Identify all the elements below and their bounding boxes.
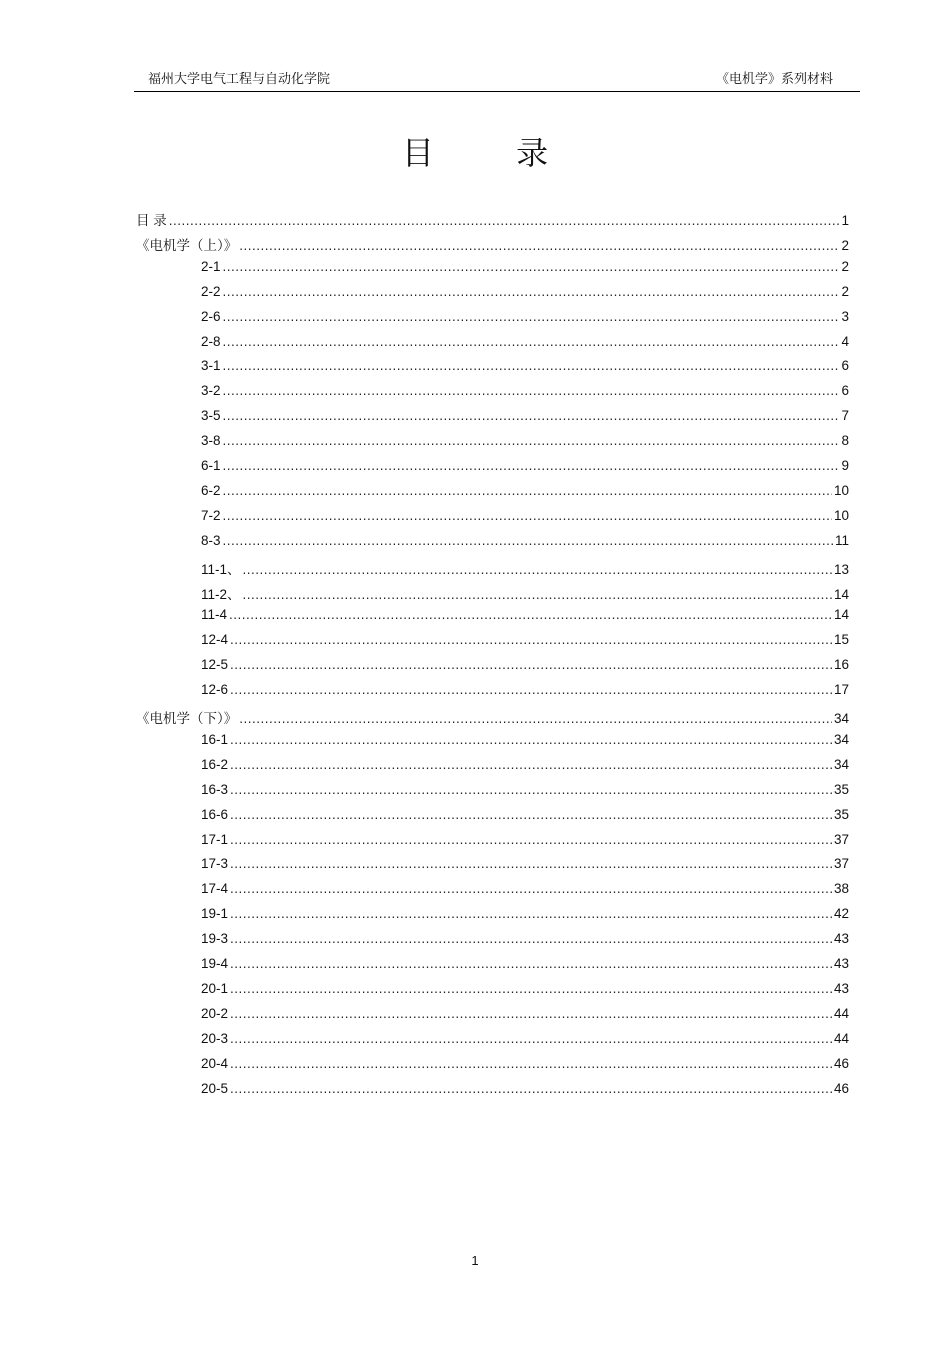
- toc-entry[interactable]: [201, 558, 849, 576]
- toc-entry-page: 43: [833, 956, 849, 971]
- toc-entry-page: 34: [833, 711, 849, 726]
- toc-entry[interactable]: [136, 209, 849, 227]
- toc-entry[interactable]: [201, 533, 849, 551]
- toc-entry-label: 6-2: [201, 482, 221, 498]
- toc-entry[interactable]: [201, 807, 849, 825]
- toc-dot-leader: [230, 906, 832, 921]
- toc-entry[interactable]: [201, 358, 849, 376]
- toc-dot-leader: [239, 238, 839, 253]
- toc-entry-label: 19-4: [201, 956, 229, 971]
- toc-dot-leader: [223, 309, 840, 324]
- toc-entry[interactable]: [201, 931, 849, 949]
- toc-entry[interactable]: [201, 607, 849, 625]
- toc-entry-page: 13: [833, 561, 849, 577]
- toc-entry-page: 34: [833, 756, 849, 772]
- toc-entry[interactable]: [201, 334, 849, 352]
- toc-entry-page: 1: [841, 213, 849, 228]
- toc-entry[interactable]: [201, 259, 849, 277]
- toc-entry-page: 10: [833, 507, 849, 523]
- toc-dot-leader: [223, 358, 840, 373]
- toc-entry-page: 42: [833, 906, 849, 922]
- toc-entry-label: 《电机学（下）》: [136, 711, 238, 726]
- toc-dot-leader: [223, 508, 832, 523]
- toc-dot-leader: [243, 562, 832, 577]
- toc-entry-label: 目 录: [136, 213, 167, 228]
- toc-dot-leader: [223, 383, 840, 398]
- toc-entry[interactable]: [201, 583, 849, 601]
- toc-entry[interactable]: [201, 632, 849, 650]
- toc-entry-label: 6-1: [201, 458, 221, 473]
- toc-dot-leader: [230, 1081, 832, 1096]
- toc-dot-leader: [230, 732, 832, 747]
- toc-entry-page: 14: [833, 607, 849, 623]
- toc-entry-page: 35: [833, 806, 849, 822]
- toc-dot-leader: [230, 632, 832, 647]
- header-left-text: 福州大学电气工程与自动化学院: [148, 72, 331, 87]
- toc-entry-label: 3-2: [201, 383, 221, 399]
- toc-entry-page: 43: [833, 931, 849, 947]
- toc-entry-label: 20-4: [201, 1055, 229, 1071]
- toc-entry-label: 16-3: [201, 781, 229, 797]
- toc-entry[interactable]: [201, 657, 849, 675]
- toc-entry-label: 12-4: [201, 632, 229, 648]
- toc-dot-leader: [230, 981, 832, 996]
- toc-entry-page: 2: [841, 237, 849, 253]
- toc-entry-label: 11-2、: [201, 586, 241, 602]
- toc-entry[interactable]: [201, 956, 849, 974]
- toc-entry-label: 16-1: [201, 731, 229, 747]
- toc-entry-page: 2: [841, 258, 849, 274]
- toc-dot-leader: [223, 334, 840, 349]
- toc-entry[interactable]: [201, 856, 849, 874]
- toc-entry-page: 38: [833, 881, 849, 897]
- header-right-text: 《电机学》系列材料: [715, 72, 833, 87]
- toc-entry-page: 10: [833, 482, 849, 498]
- toc-entry-label: 2-2: [201, 283, 221, 299]
- toc-entry[interactable]: [201, 757, 849, 775]
- toc-dot-leader: [229, 607, 832, 622]
- toc-dot-leader: [230, 807, 832, 822]
- toc-entry[interactable]: [201, 1056, 849, 1074]
- toc-entry-page: 43: [833, 980, 849, 996]
- toc-entry[interactable]: [201, 1031, 849, 1049]
- toc-dot-leader: [230, 782, 832, 797]
- header-divider: [134, 91, 860, 92]
- toc-entry-page: 15: [833, 632, 849, 648]
- toc-entry-label: 19-3: [201, 931, 229, 947]
- toc-entry-label: 17-1: [201, 831, 229, 847]
- toc-dot-leader: [239, 711, 832, 726]
- toc-entry-page: 46: [833, 1055, 849, 1071]
- toc-dot-leader: [230, 881, 832, 896]
- toc-dot-leader: [230, 682, 832, 697]
- toc-dot-leader: [230, 1056, 832, 1071]
- toc-entry-label: 20-5: [201, 1080, 229, 1096]
- toc-entry-page: 16: [833, 657, 849, 673]
- toc-entry-page: 37: [833, 831, 849, 847]
- toc-dot-leader: [223, 458, 840, 473]
- toc-entry[interactable]: [201, 682, 849, 700]
- toc-entry[interactable]: [201, 782, 849, 800]
- toc-entry[interactable]: [201, 981, 849, 999]
- toc-entry-label: 3-5: [201, 408, 221, 424]
- toc-entry-label: 2-6: [201, 308, 221, 324]
- toc-dot-leader: [230, 757, 832, 772]
- toc-entry-page: 2: [841, 283, 849, 299]
- toc-entry-label: 12-6: [201, 682, 229, 698]
- toc-dot-leader: [223, 533, 833, 548]
- toc-entry[interactable]: [201, 284, 849, 302]
- toc-entry-page: 7: [841, 408, 849, 424]
- toc-entry[interactable]: [136, 707, 849, 725]
- toc-dot-leader: [230, 832, 832, 847]
- toc-entry-page: 8: [841, 433, 849, 449]
- toc-dot-leader: [223, 433, 840, 448]
- toc-entry-label: 17-3: [201, 856, 229, 872]
- toc-entry-page: 11: [834, 532, 849, 548]
- toc-entry-label: 19-1: [201, 906, 229, 922]
- toc-entry-page: 17: [833, 682, 849, 698]
- toc-entry[interactable]: [201, 881, 849, 899]
- toc-entry-label: 3-1: [201, 358, 221, 374]
- toc-entry-page: 6: [841, 358, 849, 374]
- toc-entry-label: 20-3: [201, 1030, 229, 1046]
- toc-entry-label: 17-4: [201, 881, 229, 897]
- toc-dot-leader: [230, 956, 832, 971]
- toc-entry-page: 44: [833, 1005, 849, 1021]
- toc-entry[interactable]: [201, 732, 849, 750]
- toc-entry[interactable]: [201, 408, 849, 426]
- page-number: 1: [471, 1253, 479, 1268]
- toc-dot-leader: [223, 483, 832, 498]
- toc-entry[interactable]: [201, 832, 849, 850]
- toc-entry-page: 44: [833, 1030, 849, 1046]
- toc-entry[interactable]: [201, 508, 849, 526]
- toc-entry[interactable]: [201, 1081, 849, 1099]
- toc-dot-leader: [243, 587, 832, 602]
- toc-entry-page: 35: [833, 781, 849, 797]
- page-title: 目 录: [401, 134, 585, 172]
- toc-entry-label: 20-2: [201, 1005, 229, 1021]
- toc-entry-page: 34: [833, 731, 849, 747]
- toc-entry-label: 7-2: [201, 507, 221, 523]
- toc-dot-leader: [230, 931, 832, 946]
- toc-entry-label: 8-3: [201, 532, 221, 548]
- toc-dot-leader: [223, 284, 840, 299]
- toc-entry-label: 12-5: [201, 657, 229, 673]
- toc-entry-label: 20-1: [201, 980, 229, 996]
- toc-entry-page: 3: [841, 308, 849, 324]
- toc-entry-page: 46: [833, 1080, 849, 1096]
- toc-entry[interactable]: [201, 383, 849, 401]
- toc-dot-leader: [169, 213, 840, 228]
- toc-entry[interactable]: [201, 483, 849, 501]
- toc-dot-leader: [230, 657, 832, 672]
- toc-entry-label: 11-1、: [201, 561, 241, 577]
- toc-entry-label: 2-8: [201, 333, 221, 349]
- toc-entry-label: 11-4: [201, 607, 228, 623]
- toc-entry-label: 3-8: [201, 433, 221, 449]
- toc-entry-page: 9: [841, 458, 849, 473]
- toc-entry-label: 16-6: [201, 806, 229, 822]
- toc-entry-page: 4: [841, 333, 849, 349]
- toc-entry[interactable]: [201, 458, 849, 476]
- toc-entry-page: 37: [833, 856, 849, 872]
- toc-entry-label: 2-1: [201, 258, 221, 274]
- toc-entry[interactable]: [136, 234, 849, 252]
- toc-entry[interactable]: [201, 906, 849, 924]
- toc-dot-leader: [230, 856, 832, 871]
- toc-dot-leader: [230, 1006, 832, 1021]
- toc-entry[interactable]: [201, 433, 849, 451]
- toc-entry-page: 6: [841, 383, 849, 399]
- toc-dot-leader: [230, 1031, 832, 1046]
- toc-dot-leader: [223, 259, 840, 274]
- toc-entry-label: 《电机学（上）》: [136, 237, 238, 253]
- toc-entry[interactable]: [201, 1006, 849, 1024]
- toc-entry-page: 14: [833, 586, 849, 602]
- toc-entry[interactable]: [201, 309, 849, 327]
- toc-entry-label: 16-2: [201, 756, 229, 772]
- toc-dot-leader: [223, 408, 840, 423]
